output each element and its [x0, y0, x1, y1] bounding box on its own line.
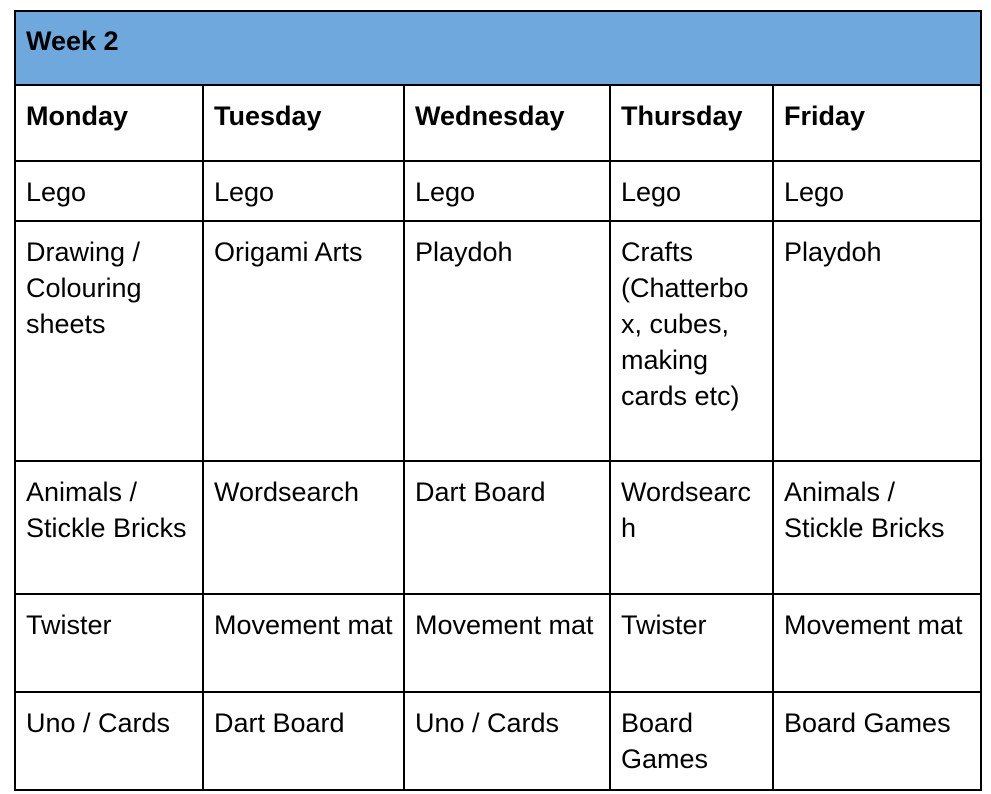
day-header-monday: Monday [15, 85, 203, 161]
table-cell: Drawing / Colouring sheets [15, 221, 203, 461]
table-cell: Lego [773, 161, 981, 221]
table-cell: Uno / Cards [404, 692, 610, 790]
table-cell: Movement mat [404, 594, 610, 692]
table-cell: Animals / Stickle Bricks [15, 461, 203, 594]
table-cell: Wordsearch [203, 461, 404, 594]
day-header-tuesday: Tuesday [203, 85, 404, 161]
day-header-friday: Friday [773, 85, 981, 161]
table-cell: Lego [203, 161, 404, 221]
table-cell: Lego [610, 161, 773, 221]
table-cell: Board Games [773, 692, 981, 790]
table-cell: Crafts (Chatterbox, cubes, making cards etc) [610, 221, 773, 461]
table-cell: Wordsearch [610, 461, 773, 594]
table-cell: Board Games [610, 692, 773, 790]
table-row [15, 594, 981, 692]
table-row [15, 161, 981, 221]
table-cell: Uno / Cards [15, 692, 203, 790]
day-header-wednesday: Wednesday [404, 85, 610, 161]
week-title: Week 2 [15, 11, 981, 85]
table-cell: Movement mat [773, 594, 981, 692]
table-cell: Origami Arts [203, 221, 404, 461]
table-cell: Lego [404, 161, 610, 221]
table-cell: Playdoh [404, 221, 610, 461]
table-row [15, 221, 981, 461]
activity-schedule-table [14, 10, 982, 791]
table-cell: Animals / Stickle Bricks [773, 461, 981, 594]
table-cell: Playdoh [773, 221, 981, 461]
table-row [15, 692, 981, 790]
table-cell: Dart Board [404, 461, 610, 594]
table-cell: Dart Board [203, 692, 404, 790]
day-header-thursday: Thursday [610, 85, 773, 161]
table-row [15, 461, 981, 594]
table-cell: Lego [15, 161, 203, 221]
table-cell: Twister [15, 594, 203, 692]
table-cell: Movement mat [203, 594, 404, 692]
day-header-row [15, 85, 981, 161]
title-row [15, 11, 981, 85]
table-cell: Twister [610, 594, 773, 692]
